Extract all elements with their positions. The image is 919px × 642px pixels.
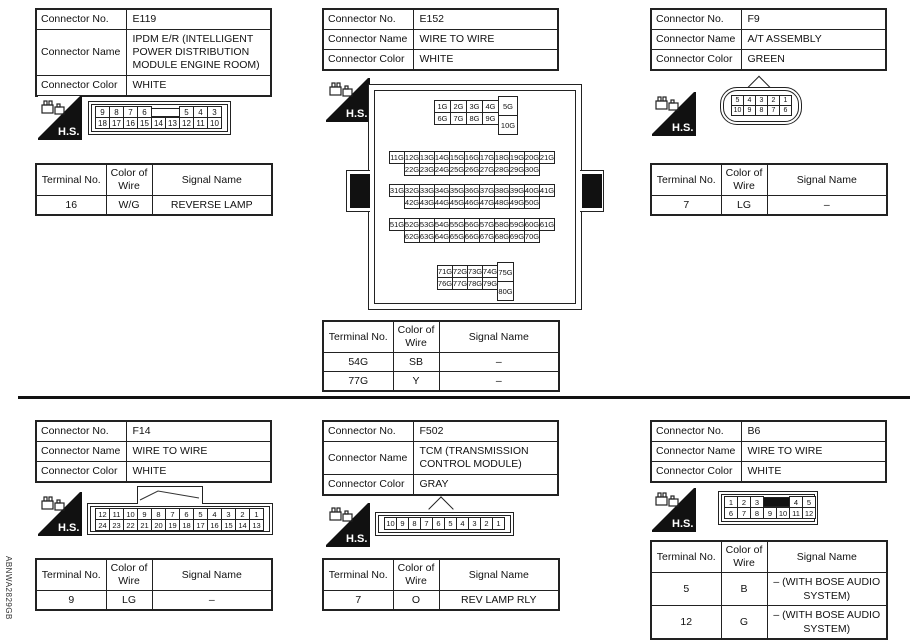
pin-cell: 7 <box>767 105 780 116</box>
hs-label: H.S. <box>672 518 694 530</box>
pin-cell: 80G <box>497 281 514 301</box>
connector-info-table-e152 <box>322 8 559 71</box>
terminal-table-f502 <box>322 558 560 611</box>
pin-cell: 70G <box>524 232 540 241</box>
hs-label: H.S. <box>58 126 80 138</box>
pin-cell: 59G <box>509 220 525 229</box>
pin-cell: 17 <box>109 117 124 129</box>
pin-cell: 7 <box>165 508 180 520</box>
hs-icon <box>326 503 370 547</box>
col-terminal-no: Terminal No. <box>323 559 393 591</box>
connector-no-label: Connector No. <box>323 9 413 30</box>
terminal-row <box>36 196 272 216</box>
connector-color-value: GREEN <box>741 50 886 71</box>
pin-cell: 21 <box>137 519 152 531</box>
connector-color-label: Connector Color <box>323 50 413 71</box>
pin-cell: 16 <box>207 519 222 531</box>
pin-cell: 64G <box>434 232 450 241</box>
connector-color-label: Connector Color <box>651 50 741 71</box>
pin-cell: 29G <box>509 165 525 174</box>
pin-cell: 61G <box>539 220 555 229</box>
pin-cell: 2 <box>235 508 250 520</box>
connector-no-value: F502 <box>413 421 558 442</box>
connector-name-value: WIRE TO WIRE <box>741 442 886 462</box>
pin-cell: 3 <box>221 508 236 520</box>
pin-cell: 24 <box>95 519 110 531</box>
pin-cell: 60G <box>524 220 540 229</box>
pin-cell: 18G <box>494 153 510 162</box>
pin-cell: 71G <box>437 267 453 276</box>
terminal-no: 12 <box>651 606 721 640</box>
pin-cell: 63G <box>419 232 435 241</box>
pin-cell: 50G <box>524 198 540 207</box>
figure-code: ABNWA2829GB <box>4 556 13 620</box>
pin-row <box>95 117 222 129</box>
connector-name-label: Connector Name <box>323 442 413 475</box>
terminal-table-f9 <box>650 163 888 216</box>
pin-row <box>404 196 540 209</box>
pin-cell: 23G <box>419 165 435 174</box>
pin-cell: 75G <box>497 262 514 282</box>
col-terminal-no: Terminal No. <box>36 164 106 196</box>
connector-name-value: A/T ASSEMBLY <box>741 30 886 50</box>
pin-cell: 6 <box>432 517 445 530</box>
pin-cell: 53G <box>419 220 435 229</box>
pin-cell: 10 <box>123 508 138 520</box>
pin-cell: 27G <box>479 165 495 174</box>
pin-cell: 3G <box>466 100 483 113</box>
pin-row <box>724 507 816 519</box>
pin-cell: 15 <box>221 519 236 531</box>
pin-cell: 38G <box>494 186 510 195</box>
pin-cell: 41G <box>539 186 555 195</box>
pin-cell: 15G <box>449 153 465 162</box>
pin-cell: 49G <box>509 198 525 207</box>
connector-info-table-f502 <box>322 420 559 496</box>
pin-cell: 77G <box>452 279 468 288</box>
terminal-row <box>651 196 887 216</box>
pin-cell: 72G <box>452 267 468 276</box>
pin-cell: 2 <box>767 95 780 106</box>
pin-cell: 58G <box>494 220 510 229</box>
pin-cell: 76G <box>437 279 453 288</box>
connector-key-tab <box>137 486 203 504</box>
signal: – <box>767 196 887 216</box>
signal: – (WITH BOSE AUDIO SYSTEM) <box>767 573 887 606</box>
pin-cell: 8 <box>408 517 421 530</box>
terminal-no: 9 <box>36 591 106 611</box>
pin-cell: 4G <box>482 100 499 113</box>
hs-icon <box>652 488 696 532</box>
signal: – (WITH BOSE AUDIO SYSTEM) <box>767 606 887 640</box>
pin-cell: 5 <box>193 508 208 520</box>
pin-cell: 18 <box>179 519 194 531</box>
pin-row <box>437 277 498 290</box>
terminal-no: 7 <box>651 196 721 216</box>
connector-color-value: WHITE <box>413 50 558 71</box>
pin-cell: 8 <box>750 507 764 519</box>
connector-no-label: Connector No. <box>323 421 413 442</box>
signal: – <box>439 372 559 392</box>
pin-cell: 21G <box>539 153 555 162</box>
wire-color: O <box>393 591 439 611</box>
pin-cell: 9 <box>95 106 110 118</box>
pin-cell: 8G <box>466 112 483 125</box>
wire-color: W/G <box>106 196 152 216</box>
connector-no-label: Connector No. <box>36 9 126 30</box>
connector-info-table-f9 <box>650 8 887 71</box>
pin-cell: 6 <box>724 507 738 519</box>
connector-name-value: IPDM E/R (INTELLIGENT POWER DISTRIBUTION MODULE ENGINE ROOM) <box>126 30 271 76</box>
pin-cell: 46G <box>464 198 480 207</box>
pin-cell: 5 <box>444 517 457 530</box>
pin-cell: 11 <box>789 507 803 519</box>
connector-name-label: Connector Name <box>651 442 741 462</box>
pin-cell: 22 <box>123 519 138 531</box>
connector-name-label: Connector Name <box>323 30 413 50</box>
pin-cell: 12 <box>802 507 816 519</box>
pin-cell: 73G <box>467 267 483 276</box>
pin-cell: 31G <box>389 186 405 195</box>
connector-color-value: GRAY <box>413 475 558 496</box>
pin-cell: 69G <box>509 232 525 241</box>
pin-cell: 62G <box>404 232 420 241</box>
connector-color-label: Connector Color <box>36 462 126 483</box>
connector-no-value: E152 <box>413 9 558 30</box>
connector-info-table-e119 <box>35 8 272 97</box>
signal: – <box>439 353 559 372</box>
pin-cell: 10 <box>207 117 222 129</box>
pin-row <box>731 105 792 116</box>
col-color-of-wire: Color of Wire <box>393 559 439 591</box>
pin-cell: 9 <box>763 507 777 519</box>
pin-cell: 9 <box>743 105 756 116</box>
pin-cell: 26G <box>464 165 480 174</box>
terminal-table-f14 <box>35 558 273 611</box>
pin-cell: 12 <box>179 117 194 129</box>
section-divider <box>18 396 910 399</box>
hs-icon <box>326 78 370 122</box>
hs-icon <box>652 92 696 136</box>
wire-color: Y <box>393 372 439 392</box>
connector-no-value: F14 <box>126 421 271 442</box>
signal: REV LAMP RLY <box>439 591 559 611</box>
pin-cell: 7G <box>450 112 467 125</box>
pin-cell: 51G <box>389 220 405 229</box>
pin-cell: 67G <box>479 232 495 241</box>
terminal-no: 54G <box>323 353 393 372</box>
pin-cell: 10 <box>776 507 790 519</box>
pin-cell: 79G <box>482 279 498 288</box>
pin-cell: 10G <box>498 115 518 135</box>
pin-cell: 18 <box>95 117 110 129</box>
col-color-of-wire: Color of Wire <box>721 541 767 573</box>
pin-cell: 13G <box>419 153 435 162</box>
col-signal-name: Signal Name <box>152 164 272 196</box>
connector-no-value: B6 <box>741 421 886 442</box>
pin-cell: 44G <box>434 198 450 207</box>
pin-cell: 55G <box>449 220 465 229</box>
pin-cell: 17 <box>193 519 208 531</box>
pin-cell: 5 <box>731 95 744 106</box>
terminal-row <box>323 353 559 372</box>
pin-cell: 8 <box>151 508 166 520</box>
pin-cell: 40G <box>524 186 540 195</box>
terminal-row <box>651 606 887 640</box>
pin-cell: 54G <box>434 220 450 229</box>
pin-cell: 3 <box>750 496 764 508</box>
pin-cell: 37G <box>479 186 495 195</box>
pin-cell: 9 <box>396 517 409 530</box>
pin-cell: 36G <box>464 186 480 195</box>
connector-no-value: F9 <box>741 9 886 30</box>
pin-cell: 6 <box>137 106 152 118</box>
pin-cell: 15 <box>137 117 152 129</box>
pin-row <box>404 163 540 176</box>
col-color-of-wire: Color of Wire <box>106 164 152 196</box>
connector-name-label: Connector Name <box>36 442 126 462</box>
pin-column <box>497 262 514 301</box>
pin-cell: 19G <box>509 153 525 162</box>
pin-cell: 45G <box>449 198 465 207</box>
pin-cell: 5 <box>802 496 816 508</box>
pin-row <box>404 230 540 243</box>
pin-cell <box>763 497 790 507</box>
pin-cell: 8 <box>755 105 768 116</box>
pin-cell: 56G <box>464 220 480 229</box>
pin-cell: 7 <box>737 507 751 519</box>
pin-cell: 14G <box>434 153 450 162</box>
col-color-of-wire: Color of Wire <box>721 164 767 196</box>
connector-no-label: Connector No. <box>36 421 126 442</box>
terminal-row <box>323 591 559 611</box>
pin-cell: 14 <box>151 117 166 129</box>
wire-color: B <box>721 573 767 606</box>
col-terminal-no: Terminal No. <box>323 321 393 353</box>
pin-cell: 4 <box>193 106 208 118</box>
pin-cell: 12 <box>95 508 110 520</box>
terminal-table-b6 <box>650 540 888 640</box>
connector-name-value: TCM (TRANSMISSION CONTROL MODULE) <box>413 442 558 475</box>
pin-cell: 33G <box>419 186 435 195</box>
pin-cell: 9 <box>137 508 152 520</box>
pin-row <box>95 519 264 531</box>
pin-cell: 2G <box>450 100 467 113</box>
pin-cell: 6G <box>434 112 451 125</box>
connector-name-value: WIRE TO WIRE <box>126 442 271 462</box>
pin-cell: 12G <box>404 153 420 162</box>
pin-cell: 19 <box>165 519 180 531</box>
connector-name-label: Connector Name <box>36 30 126 76</box>
hs-label: H.S. <box>58 522 80 534</box>
pin-cell: 4 <box>743 95 756 106</box>
pin-cell: 47G <box>479 198 495 207</box>
pin-cell: 3 <box>755 95 768 106</box>
connector-color-label: Connector Color <box>36 76 126 97</box>
pin-row <box>384 517 505 530</box>
pin-cell: 8 <box>109 106 124 118</box>
wire-color: SB <box>393 353 439 372</box>
hs-label: H.S. <box>672 122 694 134</box>
pin-cell: 78G <box>467 279 483 288</box>
col-signal-name: Signal Name <box>767 541 887 573</box>
pin-cell: 4 <box>456 517 469 530</box>
pin-cell: 13 <box>165 117 180 129</box>
pin-cell: 1 <box>492 517 505 530</box>
pin-cell: 7 <box>420 517 433 530</box>
pin-cell: 11 <box>193 117 208 129</box>
connector-no-value: E119 <box>126 9 271 30</box>
terminal-no: 16 <box>36 196 106 216</box>
hs-label: H.S. <box>346 108 368 120</box>
connector-name-value: WIRE TO WIRE <box>413 30 558 50</box>
pin-cell: 5 <box>179 106 194 118</box>
pin-cell: 28G <box>494 165 510 174</box>
pin-cell: 1G <box>434 100 451 113</box>
connector-no-label: Connector No. <box>651 421 741 442</box>
pin-cell: 16 <box>123 117 138 129</box>
pin-cell: 57G <box>479 220 495 229</box>
pin-cell: 11G <box>390 153 404 162</box>
pin-cell: 3 <box>468 517 481 530</box>
pin-cell: 11 <box>109 508 124 520</box>
hs-icon <box>38 492 82 536</box>
pin-cell: 17G <box>479 153 495 162</box>
col-terminal-no: Terminal No. <box>36 559 106 591</box>
pin-cell: 7 <box>123 106 138 118</box>
pin-cell: 4 <box>789 496 803 508</box>
pin-cell: 3 <box>207 106 222 118</box>
col-terminal-no: Terminal No. <box>651 164 721 196</box>
terminal-table-e152 <box>322 320 560 392</box>
pin-row <box>434 112 499 125</box>
wire-color: LG <box>106 591 152 611</box>
col-terminal-no: Terminal No. <box>651 541 721 573</box>
col-signal-name: Signal Name <box>152 559 272 591</box>
col-signal-name: Signal Name <box>439 321 559 353</box>
pin-cell: 74G <box>482 267 498 276</box>
pin-cell: 9G <box>482 112 499 125</box>
pin-cell: 52G <box>404 220 420 229</box>
pin-cell: 6 <box>779 105 792 116</box>
pin-cell: 23 <box>109 519 124 531</box>
pin-cell: 2 <box>737 496 751 508</box>
connector-color-label: Connector Color <box>323 475 413 496</box>
pin-cell: 43G <box>419 198 435 207</box>
mount-tab-left <box>350 174 370 208</box>
pin-cell: 22G <box>404 165 420 174</box>
pin-cell: 30G <box>524 165 540 174</box>
pin-cell: 24G <box>434 165 450 174</box>
connector-color-value: WHITE <box>126 76 271 97</box>
pin-cell <box>151 108 180 117</box>
connector-name-label: Connector Name <box>651 30 741 50</box>
signal: – <box>152 591 272 611</box>
connector-color-value: WHITE <box>126 462 271 483</box>
pin-cell: 68G <box>494 232 510 241</box>
pin-cell: 20G <box>524 153 540 162</box>
pin-cell: 16G <box>464 153 480 162</box>
pin-cell: 10 <box>731 105 744 116</box>
pin-cell: 5G <box>498 96 518 116</box>
pin-cell: 13 <box>249 519 264 531</box>
signal: REVERSE LAMP <box>152 196 272 216</box>
terminal-row <box>651 573 887 606</box>
pin-cell: 1 <box>724 496 738 508</box>
hs-label: H.S. <box>346 533 368 545</box>
terminal-row <box>36 591 272 611</box>
pin-cell: 4 <box>207 508 222 520</box>
pin-cell: 32G <box>404 186 420 195</box>
pin-column <box>498 96 518 135</box>
pin-cell: 1 <box>249 508 264 520</box>
col-signal-name: Signal Name <box>439 559 559 591</box>
pin-cell: 14 <box>235 519 250 531</box>
col-color-of-wire: Color of Wire <box>393 321 439 353</box>
pin-cell: 42G <box>404 198 420 207</box>
hs-icon <box>38 96 82 140</box>
pin-cell: 25G <box>449 165 465 174</box>
wire-color: LG <box>721 196 767 216</box>
pin-cell: 6 <box>179 508 194 520</box>
terminal-no: 7 <box>323 591 393 611</box>
terminal-table-e119 <box>35 163 273 216</box>
col-color-of-wire: Color of Wire <box>106 559 152 591</box>
pin-cell: 65G <box>449 232 465 241</box>
connector-color-label: Connector Color <box>651 462 741 483</box>
connector-color-value: WHITE <box>741 462 886 483</box>
terminal-no: 5 <box>651 573 721 606</box>
pin-cell: 34G <box>434 186 450 195</box>
wire-color: G <box>721 606 767 640</box>
col-signal-name: Signal Name <box>767 164 887 196</box>
pin-cell: 1 <box>779 95 792 106</box>
pin-cell: 66G <box>464 232 480 241</box>
pin-cell: 20 <box>151 519 166 531</box>
terminal-row <box>323 372 559 392</box>
connector-info-table-b6 <box>650 420 887 483</box>
pin-cell: 10 <box>384 517 397 530</box>
pin-cell: 35G <box>449 186 465 195</box>
pin-cell: 48G <box>494 198 510 207</box>
mount-tab-right <box>582 174 602 208</box>
terminal-no: 77G <box>323 372 393 392</box>
connector-info-table-f14 <box>35 420 272 483</box>
pin-cell: 2 <box>480 517 493 530</box>
connector-no-label: Connector No. <box>651 9 741 30</box>
pin-cell: 39G <box>509 186 525 195</box>
